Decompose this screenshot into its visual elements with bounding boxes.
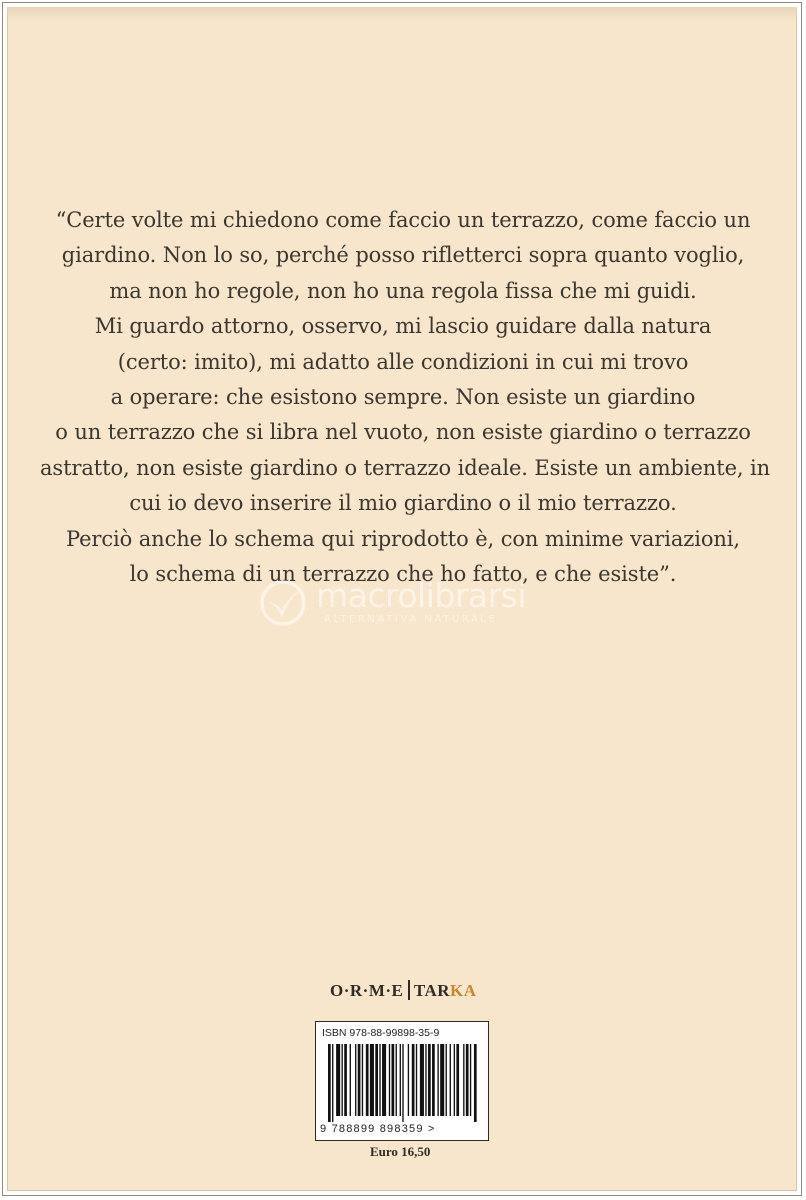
barcode-bar [400, 1044, 401, 1116]
barcode-bar [428, 1044, 431, 1116]
barcode-bar [342, 1044, 343, 1116]
quote-line: giardino. Non lo so, perché posso rifletterci sopra quanto voglio, [61, 243, 745, 268]
book-back-cover [7, 7, 797, 1191]
quote-line: astratto, non esiste giardino o terrazzo ideale. Esiste un ambiente, in [40, 455, 771, 480]
quote-line: a operare: che esistono sempre. Non esiste un giardino [110, 385, 696, 410]
barcode-bar [396, 1044, 397, 1116]
barcode-bar [389, 1044, 390, 1116]
barcode-bar [336, 1044, 340, 1116]
barcode-bar [402, 1044, 403, 1122]
barcode-digits: 9 788899 898359 > [320, 1123, 436, 1135]
barcode-bar [463, 1044, 464, 1116]
barcode-bar [416, 1044, 417, 1116]
watermark-brand: macrolibrarsi [316, 576, 527, 615]
quote-line: “Certe volte mi chiedono come faccio un terrazzo, come faccio un [55, 208, 751, 232]
barcode-bar [446, 1044, 447, 1116]
back-cover-quote [40, 203, 771, 592]
quote-line: ma non ho regole, non ho una regola fissa che mi guidi. [109, 278, 697, 303]
publisher-logo [330, 980, 477, 1001]
barcode-bar [392, 1044, 395, 1116]
barcode-bar [355, 1044, 356, 1116]
publisher-name-orme: O·R·M·E [330, 981, 404, 1000]
barcode-bar [366, 1044, 369, 1116]
barcode-bar [358, 1044, 361, 1116]
publisher-divider [408, 980, 410, 1000]
barcode-bar [474, 1044, 477, 1122]
quote-line: cui io devo inserire il mio giardino o il mio terrazzo. [129, 491, 677, 516]
barcode-bar [440, 1044, 444, 1116]
barcode-bar [408, 1044, 409, 1116]
barcode-bar [382, 1044, 386, 1116]
barcode-bar [344, 1044, 347, 1116]
barcode-bar [454, 1044, 455, 1116]
barcode-bar [420, 1044, 424, 1116]
barcode-bar [470, 1044, 471, 1116]
barcode-bar [375, 1044, 378, 1116]
barcode-bar [437, 1044, 438, 1116]
barcode-bar [450, 1044, 451, 1116]
isbn-number: ISBN 978-88-99898-35-9 [322, 1027, 440, 1039]
barcode-bar [370, 1044, 374, 1116]
barcode-bar [332, 1044, 333, 1122]
barcode-bar [328, 1044, 331, 1122]
quote-line: o un terrazzo che si libra nel vuoto, non esiste giardino o terrazzo [55, 420, 751, 445]
watermark-tagline: ALTERNATIVA NATURALE [324, 614, 498, 625]
barcode-bar [412, 1044, 415, 1116]
barcode-bar [350, 1044, 351, 1116]
barcode-bar [362, 1044, 363, 1116]
price-label: Euro 16,50 [370, 1144, 431, 1159]
barcode-bar [432, 1044, 435, 1116]
barcode-bar [456, 1044, 459, 1116]
quote-line: Mi guardo attorno, osservo, mi lascio guidare dalla natura [94, 314, 712, 339]
barcode-bar [466, 1044, 469, 1116]
quote-line: lo schema di un terrazzo che ho fatto, e che esiste”. [129, 562, 677, 587]
barcode-bars [328, 1044, 478, 1122]
quote-line: (certo: imito), mi adatto alle condizioni in cui mi trovo [117, 349, 689, 374]
barcode-bar [425, 1044, 426, 1116]
isbn-barcode-label [315, 1021, 489, 1141]
publisher-name-tar: TAR [413, 981, 451, 1000]
barcode-bar [379, 1044, 380, 1116]
publisher-name-ka: KA [450, 981, 477, 1000]
quote-line: Perciò anche lo schema qui riprodotto è, con minime variazioni, [65, 526, 740, 551]
